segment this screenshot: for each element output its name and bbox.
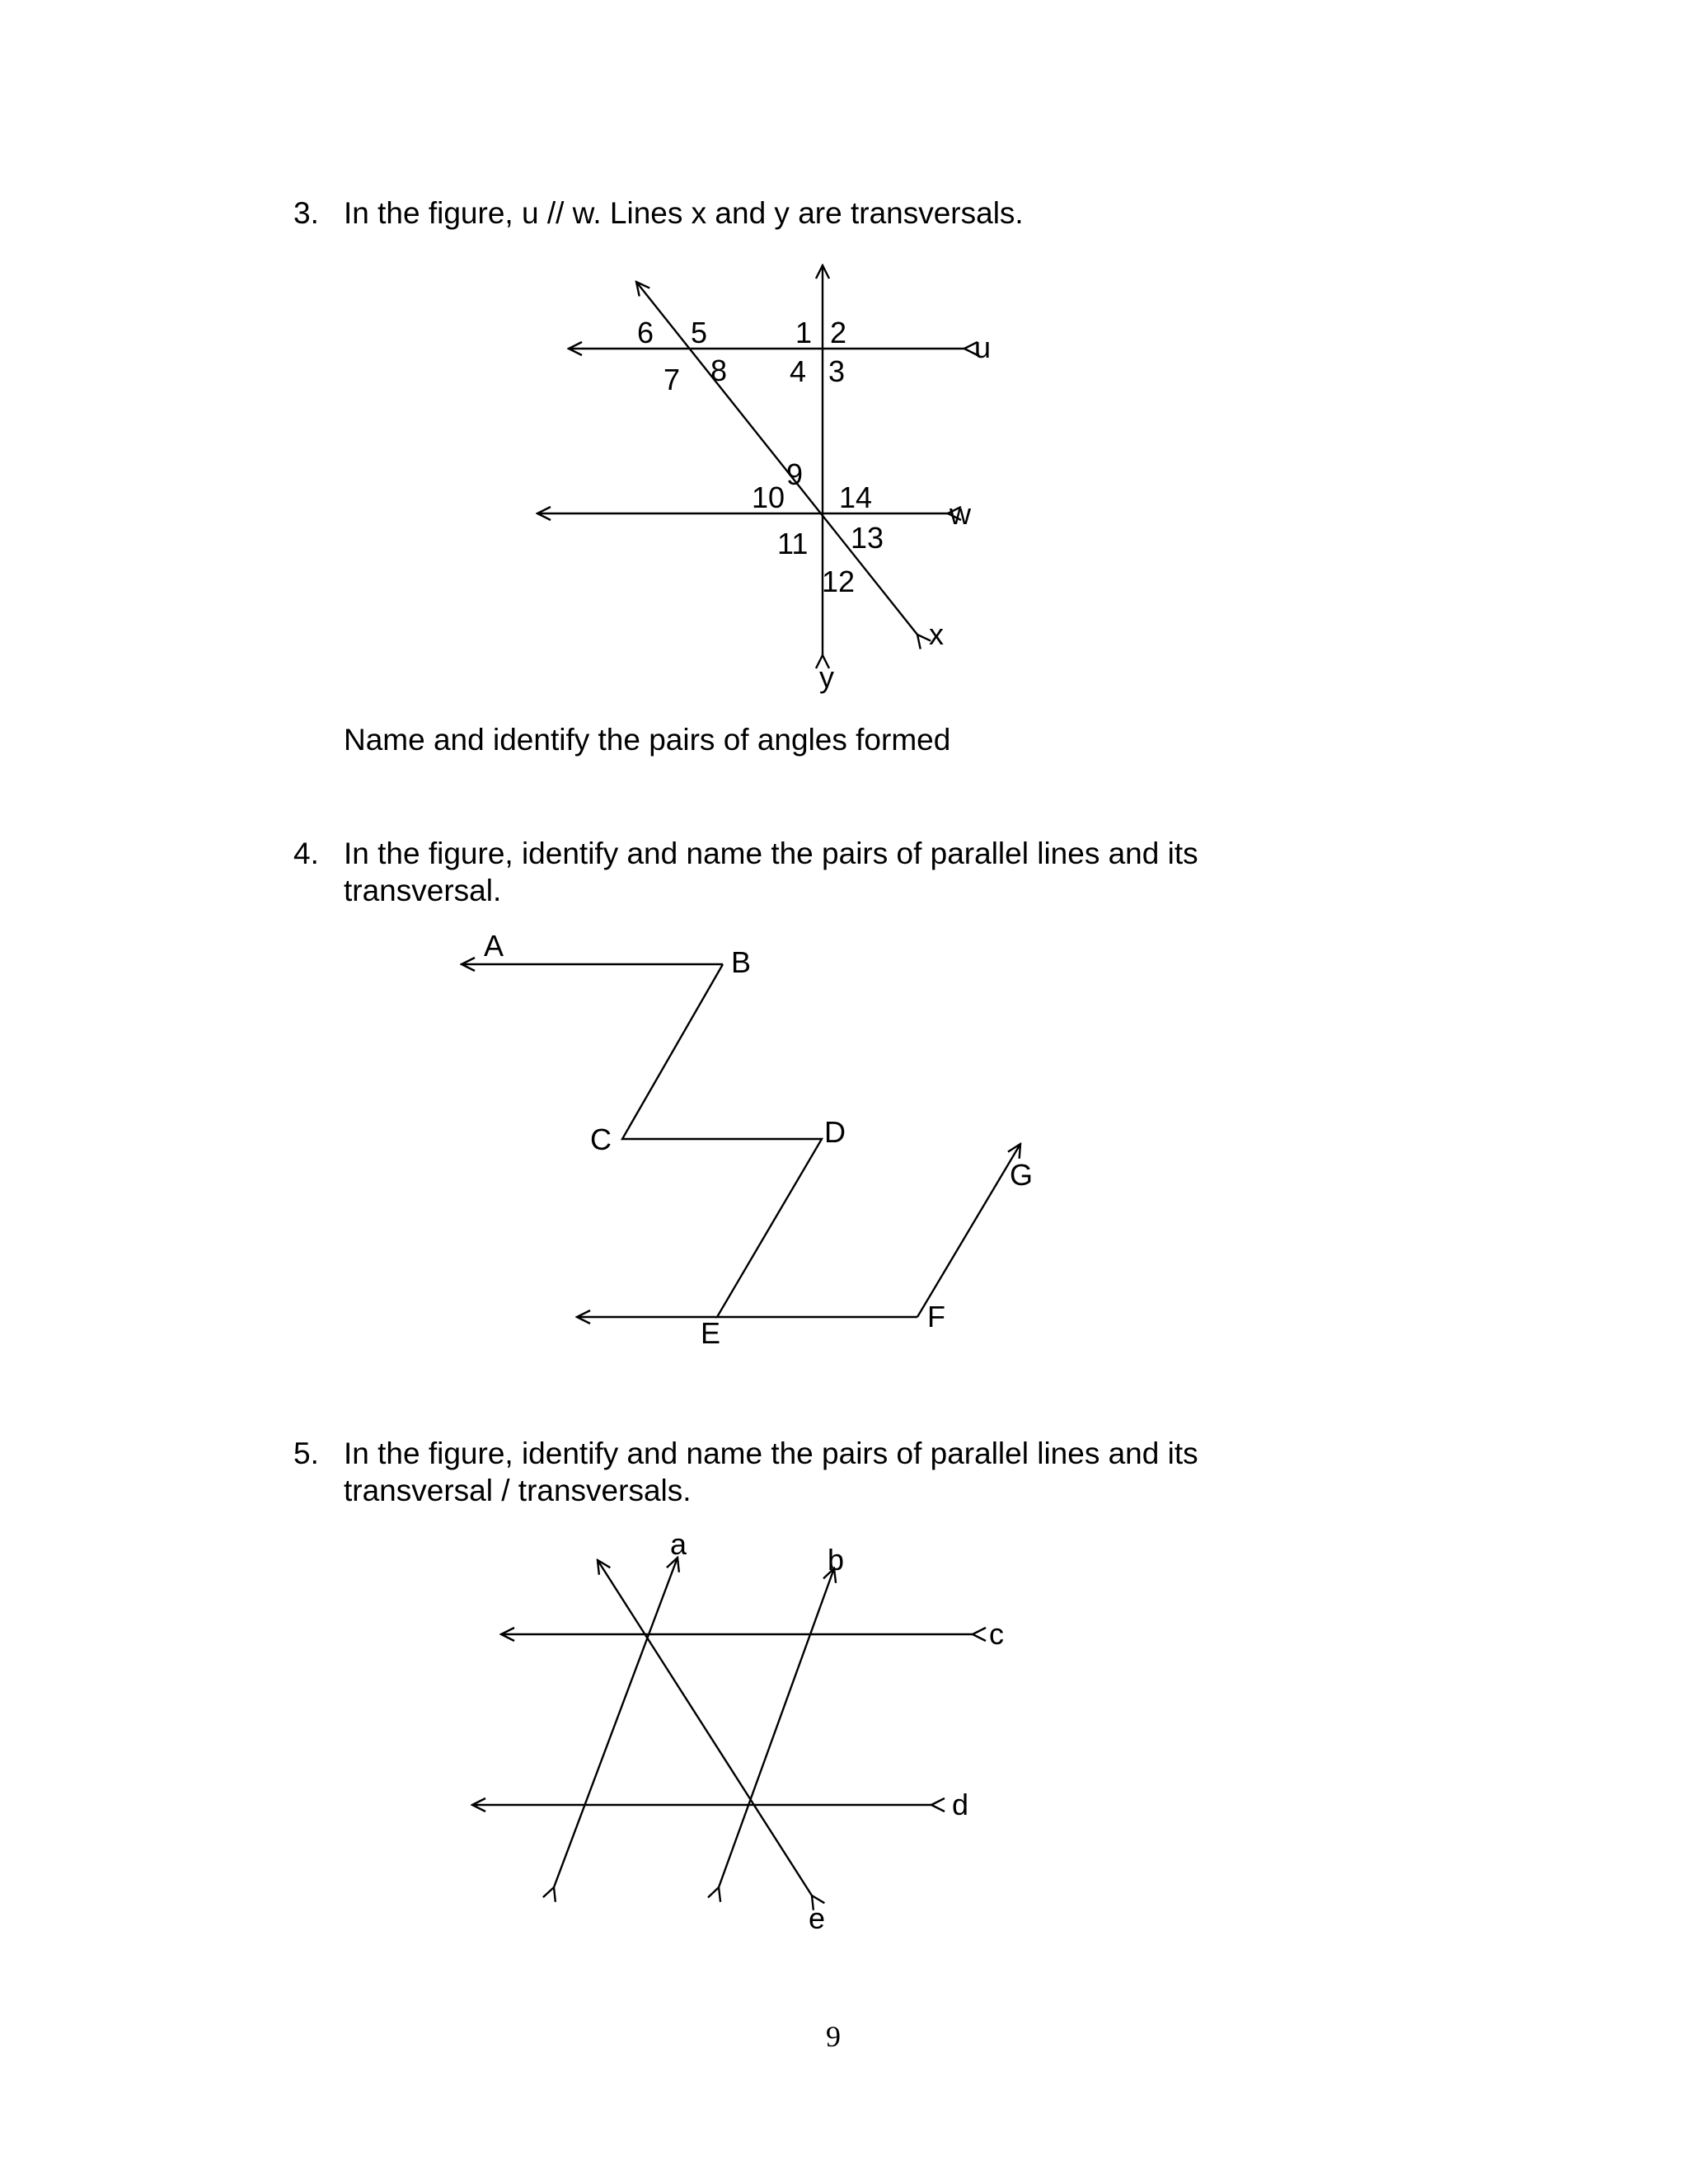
question-3-text: In the figure, u // w. Lines x and y are transversals.	[344, 196, 1024, 230]
point-label-f: F	[927, 1300, 945, 1333]
angle-label-3: 3	[828, 354, 846, 388]
point-label-d: D	[824, 1115, 846, 1149]
label-line-b: b	[828, 1543, 845, 1577]
point-label-g: G	[1010, 1158, 1034, 1192]
point-label-c: C	[590, 1122, 612, 1156]
question-4-text-line-1: In the figure, identify and name the pairs of parallel lines and its	[344, 837, 1198, 870]
point-label-e: E	[701, 1316, 721, 1350]
angle-label-6: 6	[637, 316, 654, 349]
question-4-number: 4.	[293, 837, 319, 870]
question-5-text-line-2: transversal / transversals.	[344, 1474, 692, 1507]
page-number: 9	[826, 2020, 841, 2053]
angle-label-7: 7	[663, 363, 681, 396]
angle-label-13: 13	[851, 521, 884, 555]
angle-label-5: 5	[691, 316, 708, 349]
label-line-a: a	[670, 1527, 687, 1561]
question-4-text-line-2: transversal.	[344, 874, 502, 907]
angle-label-8: 8	[710, 354, 728, 387]
label-line-d: d	[952, 1788, 969, 1821]
label-line-w: w	[950, 497, 971, 531]
angle-label-1: 1	[795, 316, 813, 349]
point-label-b: B	[731, 945, 752, 979]
angle-label-14: 14	[839, 480, 873, 514]
angle-label-4: 4	[790, 354, 807, 388]
question-3-number: 3.	[293, 196, 319, 230]
label-line-x: x	[929, 617, 944, 651]
angle-label-9: 9	[786, 457, 804, 491]
line-e	[598, 1560, 812, 1896]
label-line-e: e	[809, 1901, 826, 1935]
angle-label-11: 11	[777, 527, 809, 560]
label-line-y: y	[819, 660, 834, 694]
angle-label-10: 10	[752, 480, 785, 514]
angle-label-12: 12	[822, 565, 856, 598]
question-5-text-line-1: In the figure, identify and name the pairs of parallel lines and its	[344, 1436, 1198, 1470]
angle-label-2: 2	[830, 316, 847, 349]
line-a	[554, 1558, 678, 1887]
label-line-u: u	[974, 330, 992, 364]
point-label-a: A	[484, 929, 504, 963]
question-5-number: 5.	[293, 1436, 319, 1470]
question-3-instruction: Name and identify the pairs of angles formed	[344, 723, 951, 757]
label-line-c: c	[989, 1617, 1004, 1651]
